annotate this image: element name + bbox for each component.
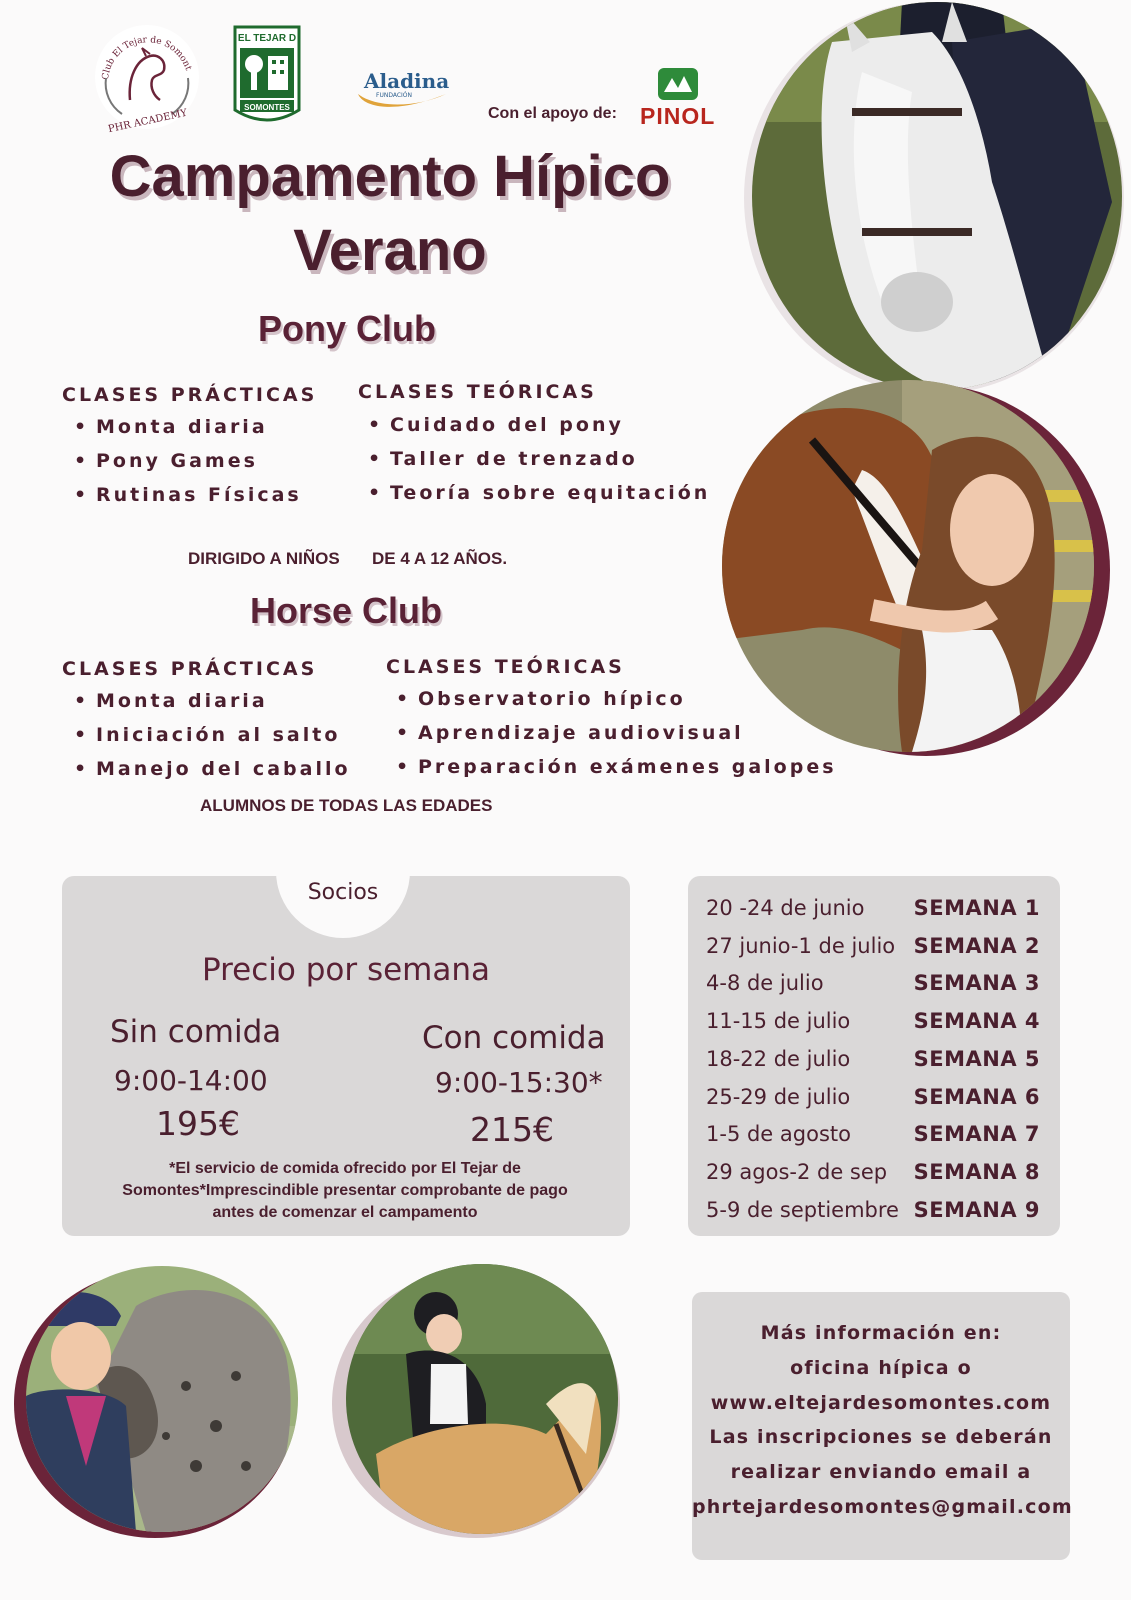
schedule-row [706, 971, 1040, 1009]
schedule-week: SEMANA 6 [913, 1084, 1040, 1109]
list-item: • Aprendizaje audiovisual [396, 716, 837, 750]
schedule-week: SEMANA 2 [913, 933, 1040, 958]
price-footnote [80, 1158, 610, 1224]
rider-palomino-photo [346, 1264, 618, 1534]
schedule-week: SEMANA 7 [913, 1122, 1040, 1147]
schedule-dates: 5-9 de septiembre [706, 1197, 899, 1222]
with-meal-hours: 9:00-15:30* [435, 1066, 603, 1099]
schedule-row [706, 934, 1040, 972]
schedule-row [706, 1047, 1040, 1085]
list-item: • Taller de trenzado [368, 442, 710, 476]
without-meal-price: 195€ [156, 1104, 240, 1143]
schedule-week: SEMANA 3 [913, 971, 1040, 996]
schedule-dates: 1-5 de agosto [706, 1122, 851, 1147]
horse-audience: ALUMNOS DE TODAS LAS EDADES [200, 796, 493, 815]
list-item: • Teoría sobre equitación [368, 476, 710, 510]
without-meal-hours: 9:00-14:00 [114, 1064, 268, 1097]
schedule-dates: 20 -24 de junio [706, 896, 865, 920]
svg-text:PHR ACADEMY: PHR ACADEMY [107, 107, 189, 136]
website-link[interactable]: www.eltejardesomontes.com [710, 1392, 1052, 1414]
phr-academy-logo [88, 18, 206, 136]
schedule-dates: 29 agos-2 de sep [706, 1159, 888, 1184]
schedule-dates: 11-15 de julio [706, 1009, 851, 1034]
list-item: • Manejo del caballo [74, 752, 351, 786]
svg-text:FUNDACIÓN: FUNDACIÓN [376, 92, 413, 99]
svg-text:SOMONTES: SOMONTES [244, 103, 290, 112]
pinol-wordmark: PINOL [640, 103, 716, 129]
info-line: realizar enviando email a [730, 1461, 1032, 1483]
schedule-row [706, 1085, 1040, 1123]
horse-theory-heading: CLASES TEÓRICAS [386, 656, 625, 678]
aladina-logo [356, 64, 456, 124]
footnote-line: antes de comenzar el campamento [212, 1204, 478, 1221]
list-item: • Pony Games [74, 444, 302, 478]
svg-text:Aladina: Aladina [364, 69, 450, 93]
info-line: Más información en: [760, 1322, 1002, 1344]
svg-text:Club El Tejar de Somontes: Club El Tejar de Somont [100, 35, 193, 81]
svg-text:EL TEJAR D: EL TEJAR D [237, 33, 297, 44]
with-meal-label: Con comida [422, 1020, 606, 1056]
list-item: • Observatorio hípico [396, 682, 837, 716]
info-line: oficina hípica o [790, 1357, 972, 1379]
list-item: • Monta diaria [74, 684, 351, 718]
footnote-line: *El servicio de comida ofrecido por El Tejar de [169, 1160, 521, 1177]
horse-theory-list [396, 682, 837, 784]
pony-audience-b: DE 4 A 12 AÑOS. [372, 549, 508, 568]
with-meal-price: 215€ [470, 1110, 554, 1149]
main-title-line-1: Campamento Hípico [109, 144, 671, 209]
schedule-dates: 18-22 de julio [706, 1046, 851, 1071]
list-item: • Preparación exámenes galopes [396, 750, 837, 784]
schedule-week: SEMANA 4 [913, 1009, 1040, 1034]
horse-practical-list [74, 684, 351, 786]
price-heading: Precio por semana [201, 952, 491, 988]
schedule-dates: 27 junio-1 de julio [706, 933, 896, 958]
pony-club-title: Pony Club [258, 308, 436, 349]
footnote-line: Somontes*Imprescindible presentar comprobante de pago [122, 1182, 568, 1199]
schedule-week: SEMANA 5 [913, 1046, 1040, 1071]
schedule-row [706, 1198, 1040, 1236]
schedule-dates: 4-8 de julio [706, 971, 824, 996]
schedule-row [706, 1009, 1040, 1047]
rider-horse-photo [752, 2, 1122, 390]
horse-club-title: Horse Club [250, 590, 443, 631]
schedule-dates: 25-29 de julio [706, 1084, 851, 1109]
schedule-week: SEMANA 8 [913, 1159, 1040, 1184]
main-title-line-2: Verano [293, 218, 487, 283]
pony-practical-list [74, 410, 302, 512]
list-item: • Rutinas Físicas [74, 478, 302, 512]
girl-spotted-pony-photo [26, 1266, 298, 1532]
schedule-row [706, 896, 1040, 934]
support-label: Con el apoyo de: [488, 105, 617, 122]
list-item: • Iniciación al salto [74, 718, 351, 752]
pony-theory-heading: CLASES TEÓRICAS [358, 381, 597, 403]
socios-label: Socios [307, 880, 379, 905]
pony-practical-heading: CLASES PRÁCTICAS [62, 384, 318, 406]
girl-pony-photo [722, 380, 1094, 752]
schedule-row [706, 1160, 1040, 1198]
schedule-week: SEMANA 1 [913, 896, 1040, 920]
list-item: • Monta diaria [74, 410, 302, 444]
schedule-week: SEMANA 9 [913, 1197, 1040, 1222]
el-tejar-somontes-logo [232, 24, 302, 132]
email-link[interactable]: phrtejardesomontes@gmail.com [692, 1496, 1073, 1518]
info-line: Las inscripciones se deberán [709, 1426, 1053, 1448]
without-meal-label: Sin comida [110, 1014, 282, 1050]
horse-practical-heading: CLASES PRÁCTICAS [62, 658, 318, 680]
schedule-row [706, 1122, 1040, 1160]
pony-audience-a: DIRIGIDO A NIÑOS [188, 549, 340, 568]
pony-theory-list [368, 408, 710, 510]
list-item: • Cuidado del pony [368, 408, 710, 442]
